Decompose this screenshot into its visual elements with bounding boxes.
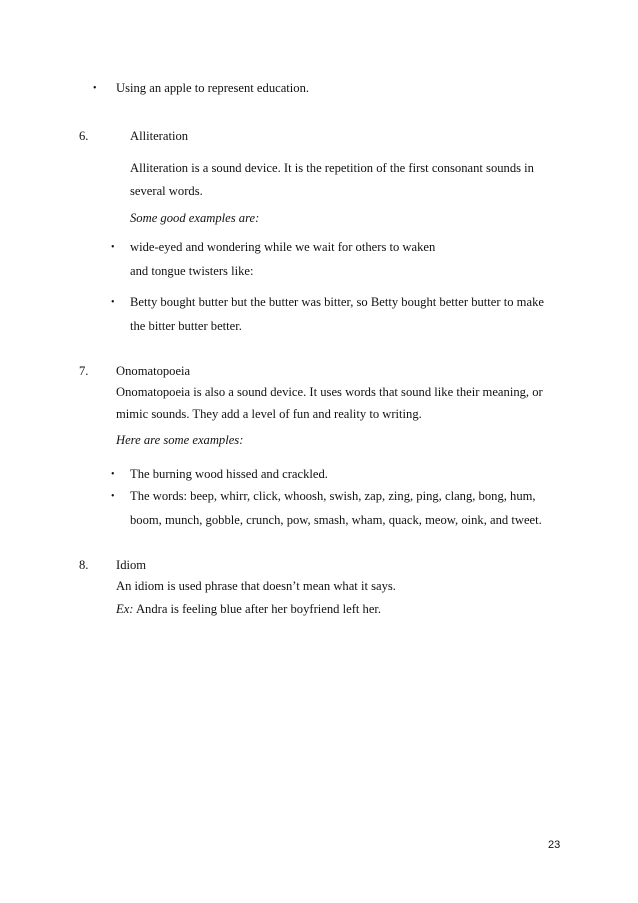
section-8-body: An idiom is used phrase that doesn’t mean what it says. [116, 579, 396, 593]
section-8-number: 8. [79, 558, 89, 572]
section-7-body-line2: mimic sounds. They add a level of fun and reality to writing. [116, 407, 422, 421]
section-6-number: 6. [79, 129, 89, 143]
section-6-title: Alliteration [130, 129, 189, 143]
section-7-examples-intro: Here are some examples: [116, 433, 244, 447]
section-8-example [116, 601, 381, 617]
section-6-bullet2-line2: the bitter butter better. [130, 319, 242, 333]
section-7-bullet1: The burning wood hissed and crackled. [130, 467, 328, 481]
example-label: Ex: [116, 602, 134, 616]
section-8-title: Idiom [116, 558, 147, 572]
bullet-glyph: • [93, 83, 97, 94]
section-6-body-line1: Alliteration is a sound device. It is the repetition of the first consonant sounds in [130, 161, 534, 175]
bullet-glyph: • [111, 297, 115, 308]
section-6-bullet1-line1: wide-eyed and wondering while we wait for others to waken [130, 240, 436, 254]
bullet-glyph: • [111, 242, 115, 253]
section-7-body-line1: Onomatopoeia is also a sound device. It uses words that sound like their meaning, or [116, 385, 543, 399]
section-7-bullet2-line1: The words: beep, whirr, click, whoosh, swish, zap, zing, ping, clang, bong, hum, [130, 489, 536, 503]
example-text: Andra is feeling blue after her boyfriend left her. [133, 602, 382, 616]
top-bullet-text: Using an apple to represent education. [116, 81, 310, 95]
bullet-glyph: • [111, 491, 115, 502]
section-7-bullet2-line2: boom, munch, gobble, crunch, pow, smash, wham, quack, meow, oink, and tweet. [130, 513, 542, 527]
bullet-glyph: • [111, 469, 115, 480]
section-6-bullet2-line1: Betty bought butter but the butter was bitter, so Betty bought better butter to make [130, 295, 544, 309]
section-6-body-line2: several words. [130, 184, 203, 198]
section-7-number: 7. [79, 364, 89, 378]
section-6-bullet1-line2: and tongue twisters like: [130, 264, 254, 278]
section-6-examples-intro: Some good examples are: [130, 211, 260, 225]
page-number: 23 [548, 839, 561, 851]
section-7-title: Onomatopoeia [116, 364, 191, 378]
